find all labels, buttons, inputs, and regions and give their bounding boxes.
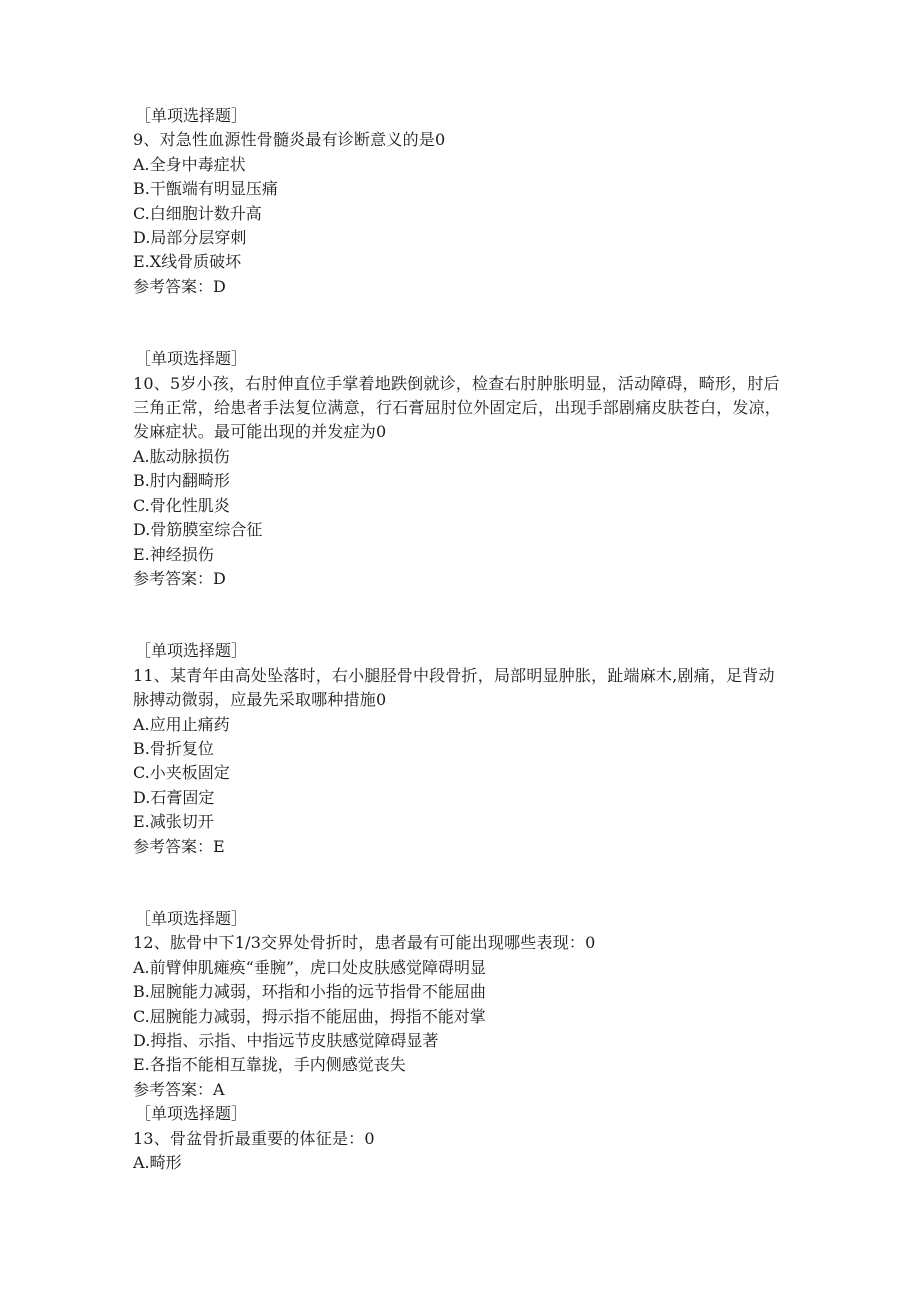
reference-answer: 参考答案：D (133, 568, 226, 588)
question-type: ［单项选择题］ (135, 106, 248, 125)
option-c: C.屈腕能力减弱，拇示指不能屈曲，拇指不能对掌 (133, 1006, 486, 1026)
question-type: ［单项选择题］ (135, 349, 248, 369)
option-d: D.局部分层穿刺 (133, 228, 247, 248)
question-stem: 13、骨盆骨折最重要的体征是：0 (133, 1128, 375, 1148)
question-type: ［单项选择题］ (135, 1104, 248, 1124)
option-d: D.拇指、示指、中指远节皮肤感觉障碍显著 (133, 1031, 439, 1050)
option-b: B.屈腕能力减弱，环指和小指的远节指骨不能屈曲 (133, 982, 486, 1002)
question-type: ［单项选择题］ (135, 641, 248, 661)
reference-answer: 参考答案：A (133, 1079, 225, 1099)
question-9 (133, 104, 783, 299)
option-b: B.干甑端有明显压痛 (133, 179, 278, 199)
option-b: B.骨折复位 (133, 738, 214, 758)
option-e: E.减张切开 (133, 812, 214, 832)
option-a: A.应用止痛药 (133, 714, 230, 734)
option-a: A.全身中毒症状 (133, 154, 246, 174)
question-stem: 9、对急性血源性骨髓炎最有诊断意义的是0 (133, 130, 446, 150)
question-type: ［单项选择题］ (135, 908, 248, 928)
document-page (133, 104, 783, 1175)
option-c: C.骨化性肌炎 (133, 495, 230, 515)
option-a: A.前臂伸肌瘫痪“垂腕”，虎口处皮肤感觉障碍明显 (133, 957, 487, 977)
option-e: E.神经损伤 (133, 544, 214, 564)
question-12 (133, 907, 783, 1102)
question-stem: 11、某青年由高处坠落时，右小腿胫骨中段骨折，局部明显肿胀，趾端麻木,剧痛，足背动脉搏动微弱，应最先采取哪种措施0 (133, 665, 775, 710)
option-d: D.石膏固定 (133, 787, 215, 807)
option-a: A.畸形 (133, 1153, 182, 1173)
option-b: B.肘内翻畸形 (133, 471, 230, 491)
option-d: D.骨筋膜室综合征 (133, 520, 263, 540)
option-e: E.X线骨质破坏 (133, 252, 242, 272)
reference-answer: 参考答案：E (133, 836, 225, 856)
question-stem: 12、肱骨中下1/3交界处骨折时，患者最有可能出现哪些表现：0 (133, 933, 596, 953)
option-c: C.小夹板固定 (133, 763, 230, 783)
reference-answer: 参考答案：D (133, 276, 226, 296)
question-stem: 10、5岁小孩，右肘伸直位手掌着地跌倒就诊，检查右肘肿胀明显，活动障碍，畸形，肘后三角正常，给患者手法复位满意，行石膏屈肘位外固定后，出现手部剧痛皮肤苍白，发凉，发麻症状。最可能出现的并发症为0 (133, 373, 782, 442)
question-13 (133, 1102, 783, 1175)
question-11 (133, 639, 783, 859)
question-10 (133, 347, 783, 591)
option-a: A.肱动脉损伤 (133, 446, 230, 466)
option-e: E.各指不能相互靠拢，手内侧感觉丧失 (133, 1055, 406, 1075)
option-c: C.白细胞计数升高 (133, 203, 262, 223)
